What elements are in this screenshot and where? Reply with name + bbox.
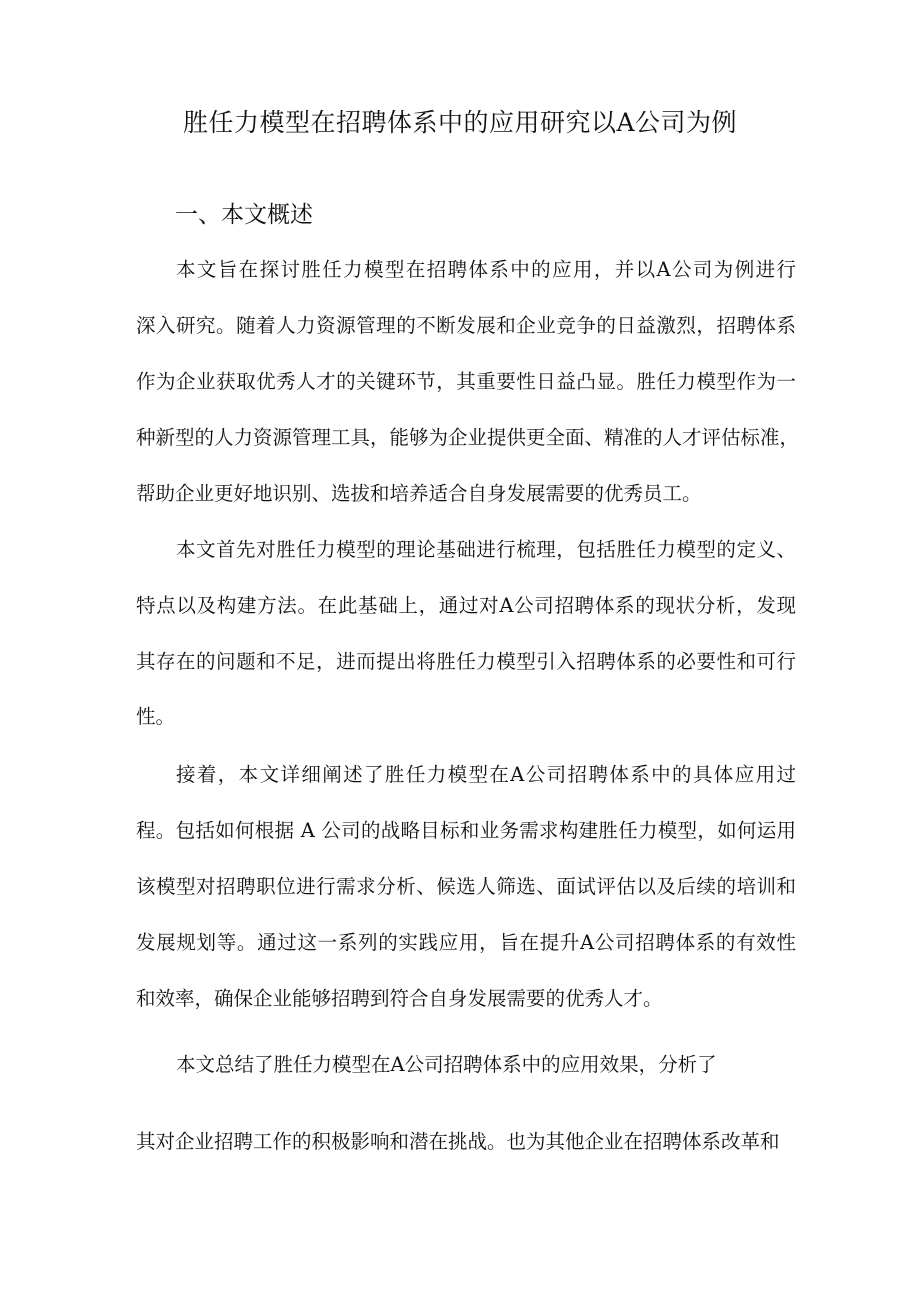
paragraph-line: 本文旨在探讨胜任力模型在招聘体系中的应用，并以A公司为例进行 [176, 258, 796, 281]
paragraph-line: 本文首先对胜任力模型的理论基础进行梳理，包括胜任力模型的定义、 [176, 538, 796, 561]
paragraph-line: 和效率，确保企业能够招聘到符合自身发展需要的优秀人才。 [136, 987, 663, 1010]
paragraph-line: 深入研究。随着人力资源管理的不断发展和企业竞争的日益激烈，招聘体系 [136, 314, 796, 337]
paragraph-line: 其存在的问题和不足，进而提出将胜任力模型引入招聘体系的必要性和可行 [136, 650, 796, 673]
paragraph-line: 特点以及构建方法。在此基础上，通过对A公司招聘体系的现状分析，发现 [136, 594, 796, 617]
paragraph-line: 作为企业获取优秀人才的关键环节，其重要性日益凸显。胜任力模型作为一 [136, 370, 796, 393]
paragraph-line: 本文总结了胜任力模型在A公司招聘体系中的应用效果，分析了 [176, 1053, 717, 1076]
paragraph-line: 种新型的人力资源管理工具，能够为企业提供更全面、精准的人才评估标准， [136, 426, 800, 449]
paragraph-line: 发展规划等。通过这一系列的实践应用，旨在提升A公司招聘体系的有效性 [136, 931, 796, 954]
paragraph-line: 接着，本文详细阐述了胜任力模型在A公司招聘体系中的具体应用过 [176, 763, 796, 786]
document-title: 胜任力模型在招聘体系中的应用研究以A公司为例 [182, 108, 738, 137]
paragraph-line: 该模型对招聘职位进行需求分析、候选人筛选、面试评估以及后续的培训和 [136, 875, 796, 898]
paragraph-line: 程。包括如何根据 A 公司的战略目标和业务需求构建胜任力模型，如何运用 [136, 819, 796, 842]
paragraph-line: 帮助企业更好地识别、选拔和培养适合自身发展需要的优秀员工。 [136, 482, 702, 505]
paragraph-line: 其对企业招聘工作的积极影响和潜在挑战。也为其他企业在招聘体系改革和 [136, 1130, 780, 1153]
section-heading: 一、本文概述 [175, 202, 313, 228]
paragraph-line: 性。 [136, 705, 176, 728]
